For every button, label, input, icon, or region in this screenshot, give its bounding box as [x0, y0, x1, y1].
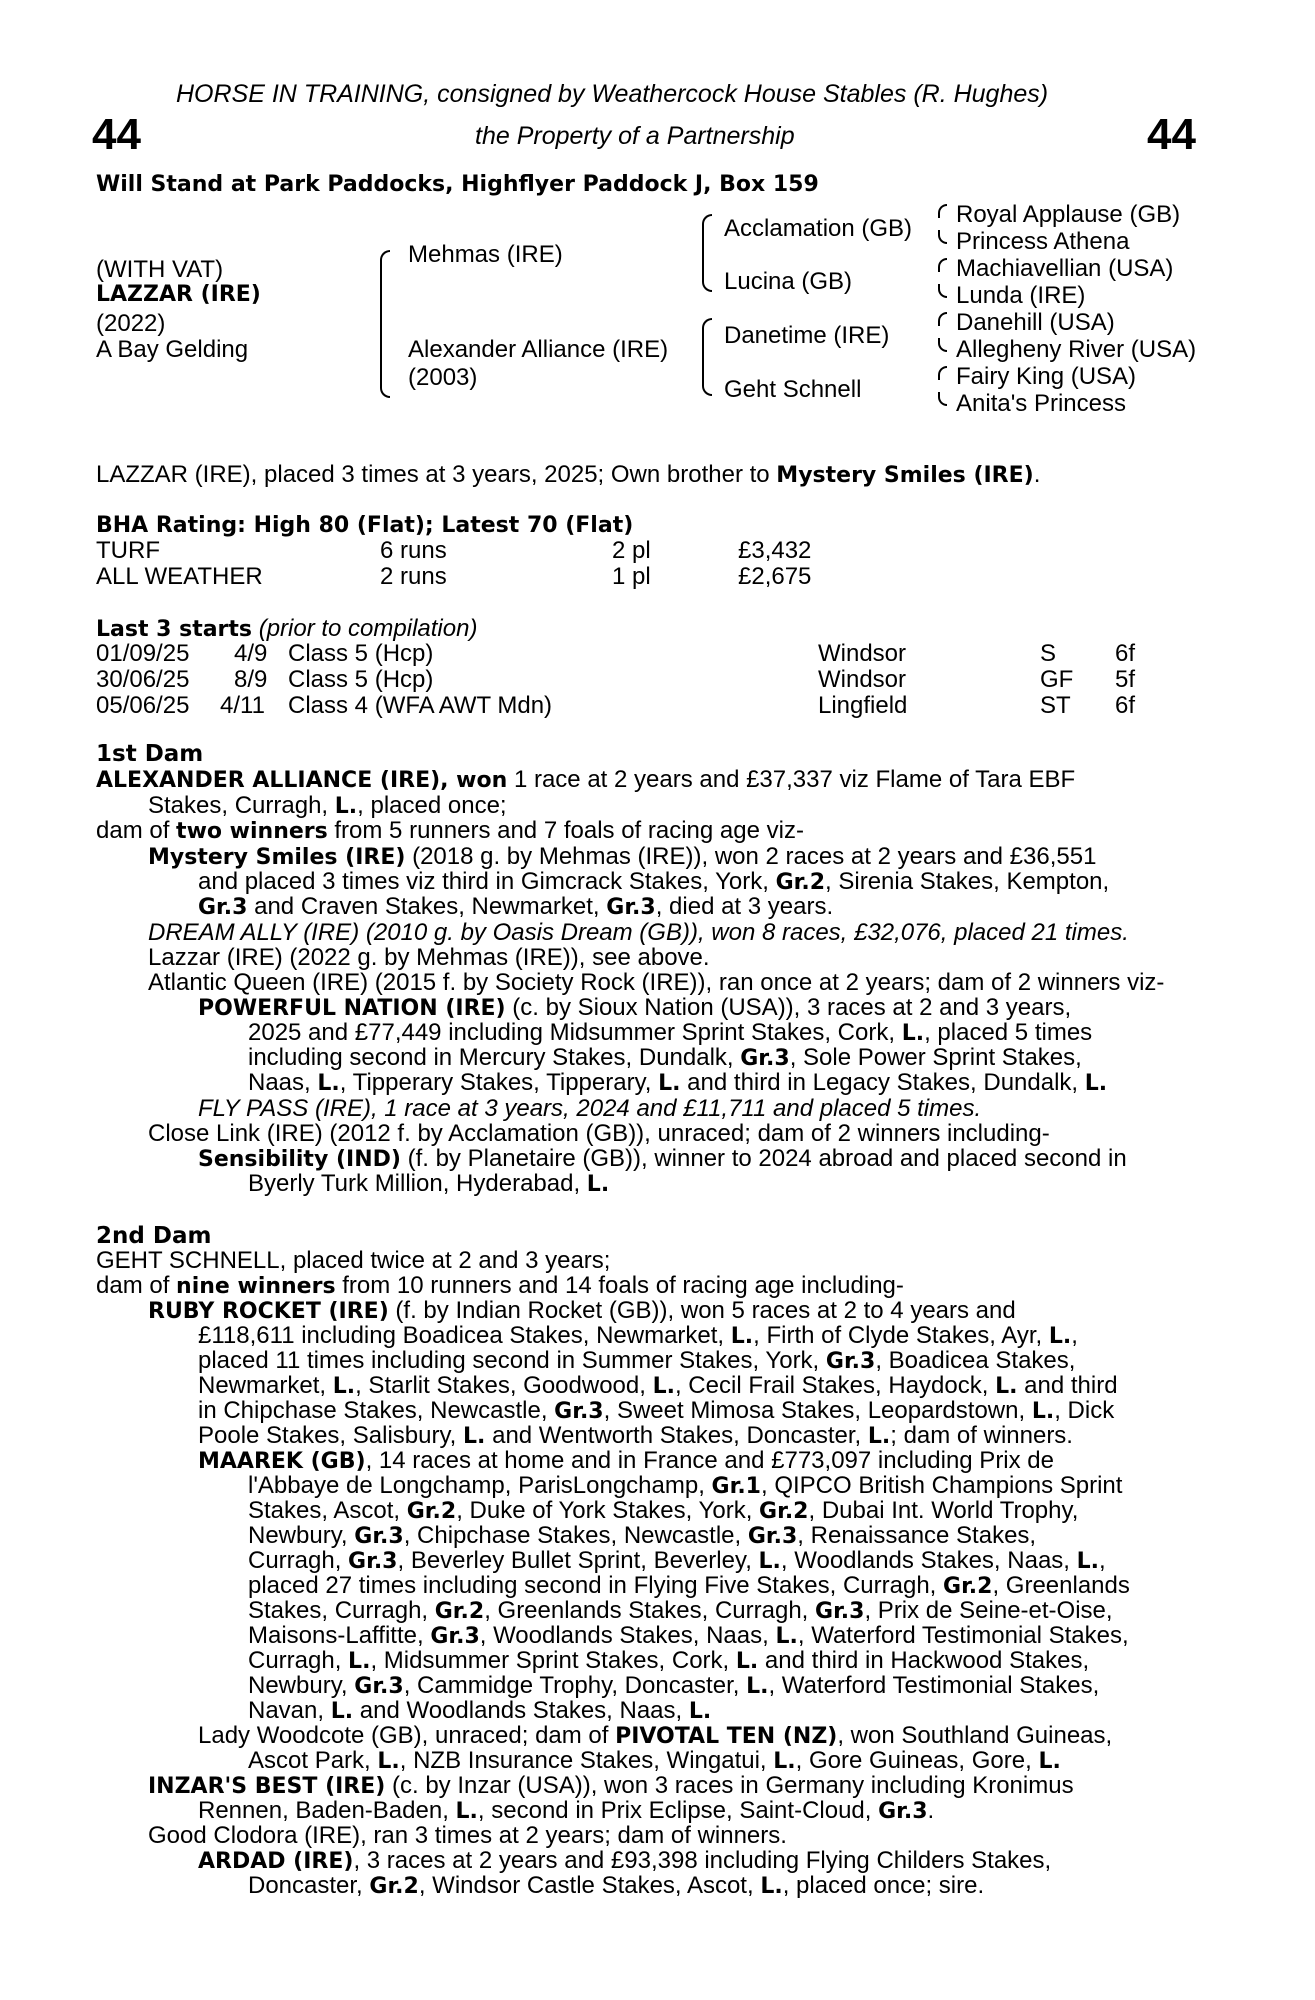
first-dam-heading: 1st Dam	[96, 741, 204, 767]
rating-runs: 2 runs	[380, 563, 447, 590]
rating-prize: £2,675	[738, 563, 812, 590]
progeny-line: RUBY ROCKET (IRE) (f. by Indian Rocket (GB)), won 5 races at 2 to 4 years and	[148, 1297, 1016, 1324]
first-dam-line: Stakes, Curragh, L., placed once;	[148, 792, 507, 819]
start-race: Class 5 (Hcp)	[288, 640, 434, 667]
progeny-line: ARDAD (IRE), 3 races at 2 years and £93,398 including Flying Childers Stakes,	[198, 1847, 1052, 1874]
progeny-line: FLY PASS (IRE), 1 race at 3 years, 2024 and £11,711 and placed 5 times.	[198, 1095, 982, 1122]
progeny-line: Naas, L., Tipperary Stakes, Tipperary, L. and third in Legacy Stakes, Dundalk, L.	[248, 1069, 1108, 1096]
pedigree-dss: Danehill (USA)	[956, 309, 1115, 336]
pedigree-dam: Alexander Alliance (IRE)	[408, 336, 669, 363]
progeny-line: Mystery Smiles (IRE) (2018 g. by Mehmas (IRE)), won 2 races at 2 years and £36,551	[148, 843, 1097, 870]
progeny-line: placed 11 times including second in Summer Stakes, York, Gr.3, Boadicea Stakes,	[198, 1347, 1076, 1374]
progeny-line: Stakes, Curragh, Gr.2, Greenlands Stakes, Curragh, Gr.3, Prix de Seine-et-Oise,	[248, 1597, 1113, 1624]
last-starts-note: (prior to compilation)	[258, 615, 478, 642]
start-race: Class 5 (Hcp)	[288, 666, 434, 693]
second-dam-line: GEHT SCHNELL, placed twice at 2 and 3 years;	[96, 1247, 611, 1274]
progeny-line: Maisons-Laffitte, Gr.3, Woodlands Stakes, Naas, L., Waterford Testimonial Stakes,	[248, 1622, 1129, 1649]
start-course: Lingfield	[818, 692, 908, 719]
pedigree-ssd: Princess Athena	[956, 228, 1130, 255]
rating-surface: ALL WEATHER	[96, 563, 263, 590]
progeny-line: 2025 and £77,449 including Midsummer Sprint Stakes, Cork, L., placed 5 times	[248, 1019, 1093, 1046]
bha-rating: BHA Rating: High 80 (Flat); Latest 70 (Flat)	[96, 513, 634, 538]
progeny-line: Lazzar (IRE) (2022 g. by Mehmas (IRE)), see above.	[148, 944, 710, 971]
start-course: Windsor	[818, 666, 907, 693]
rating-placed: 2 pl	[612, 537, 651, 564]
progeny-line: and placed 3 times viz third in Gimcrack Stakes, York, Gr.2, Sirenia Stakes, Kempton,	[198, 868, 1110, 895]
rating-prize: £3,432	[738, 537, 812, 564]
consignor-line: HORSE IN TRAINING, consigned by Weathercock House Stables (R. Hughes)	[176, 80, 1049, 108]
progeny-line: Lady Woodcote (GB), unraced; dam of PIVOTAL TEN (NZ), won Southland Guineas,	[198, 1722, 1113, 1749]
progeny-line: Newbury, Gr.3, Cammidge Trophy, Doncaster, L., Waterford Testimonial Stakes,	[248, 1672, 1100, 1699]
start-distance: 6f	[1115, 640, 1136, 667]
progeny-line: placed 27 times including second in Flying Five Stakes, Curragh, Gr.2, Greenlands	[248, 1572, 1130, 1599]
pedigree-sire-sire: Acclamation (GB)	[724, 215, 913, 242]
pedigree-sire: Mehmas (IRE)	[408, 241, 563, 268]
start-going: ST	[1040, 692, 1071, 719]
stand-location: Will Stand at Park Paddocks, Highflyer Paddock J, Box 159	[96, 172, 819, 197]
start-distance: 6f	[1115, 692, 1136, 719]
start-position: 4/9	[234, 640, 268, 667]
horse-name: LAZZAR (IRE)	[96, 282, 261, 307]
pedigree-dam-dam: Geht Schnell	[724, 376, 862, 403]
progeny-line: Curragh, L., Midsummer Sprint Stakes, Cork, L. and third in Hackwood Stakes,	[248, 1647, 1090, 1674]
progeny-line: POWERFUL NATION (IRE) (c. by Sioux Nation (USA)), 3 races at 2 and 3 years,	[198, 994, 1072, 1021]
rating-surface: TURF	[96, 537, 160, 564]
progeny-line: l'Abbaye de Longchamp, ParisLongchamp, Gr.1, QIPCO British Champions Sprint	[248, 1472, 1123, 1499]
summary-sibling: Mystery Smiles (IRE)	[776, 463, 1034, 488]
start-date: 05/06/25	[96, 692, 190, 719]
last-starts-title: Last 3 starts	[96, 617, 253, 642]
start-course: Windsor	[818, 640, 907, 667]
race-summary	[96, 461, 1040, 489]
start-going: GF	[1040, 666, 1074, 693]
pedigree-sdd: Lunda (IRE)	[956, 282, 1086, 309]
start-position: 4/11	[220, 692, 265, 719]
second-dam-line: dam of nine winners from 10 runners and 14 foals of racing age including-	[96, 1272, 904, 1299]
summary-end: .	[1033, 461, 1041, 488]
last-starts-heading	[96, 615, 477, 643]
second-dam-heading: 2nd Dam	[96, 1223, 212, 1249]
summary-text: LAZZAR (IRE), placed 3 times at 3 years, 2025; Own brother to	[96, 461, 777, 488]
start-going: S	[1040, 640, 1057, 667]
progeny-line: INZAR'S BEST (IRE) (c. by Inzar (USA)), won 3 races in Germany including Kronimus	[148, 1772, 1074, 1799]
progeny-line: Gr.3 and Craven Stakes, Newmarket, Gr.3, died at 3 years.	[198, 893, 834, 920]
horse-description: A Bay Gelding	[96, 336, 249, 363]
property-line: the Property of a Partnership	[475, 122, 795, 150]
vat-label: (WITH VAT)	[96, 256, 224, 283]
progeny-line: DREAM ALLY (IRE) (2010 g. by Oasis Dream (GB)), won 8 races, £32,076, placed 21 times.	[148, 919, 1129, 946]
first-dam-line: ALEXANDER ALLIANCE (IRE), won 1 race at 2 years and £37,337 viz Flame of Tara EBF	[96, 766, 1076, 793]
start-race: Class 4 (WFA AWT Mdn)	[288, 692, 553, 719]
pedigree-dds: Fairy King (USA)	[956, 363, 1137, 390]
progeny-line: Atlantic Queen (IRE) (2015 f. by Society Rock (IRE)), ran once at 2 years; dam of 2 winners viz-	[148, 969, 1165, 996]
pedigree-dam-sire: Danetime (IRE)	[724, 322, 890, 349]
progeny-line: Sensibility (IND) (f. by Planetaire (GB)), winner to 2024 abroad and placed second in	[198, 1145, 1127, 1172]
horse-year: (2022)	[96, 310, 166, 337]
rating-placed: 1 pl	[612, 563, 651, 590]
progeny-line: Ascot Park, L., NZB Insurance Stakes, Wingatui, L., Gore Guineas, Gore, L.	[248, 1747, 1061, 1774]
pedigree-dsd: Allegheny River (USA)	[956, 336, 1197, 363]
progeny-line: Curragh, Gr.3, Beverley Bullet Sprint, Beverley, L., Woodlands Stakes, Naas, L.,	[248, 1547, 1106, 1574]
first-dam-line: dam of two winners from 5 runners and 7 foals of racing age viz-	[96, 817, 804, 844]
lot-number-right: 44	[1147, 110, 1196, 159]
start-position: 8/9	[234, 666, 268, 693]
progeny-line: Navan, L. and Woodlands Stakes, Naas, L.	[248, 1697, 712, 1724]
start-distance: 5f	[1115, 666, 1136, 693]
progeny-line: Poole Stakes, Salisbury, L. and Wentworth Stakes, Doncaster, L.; dam of winners.	[198, 1422, 1073, 1449]
pedigree-dam-year: (2003)	[408, 364, 478, 391]
progeny-line: Good Clodora (IRE), ran 3 times at 2 years; dam of winners.	[148, 1822, 787, 1849]
progeny-line: Stakes, Ascot, Gr.2, Duke of York Stakes, York, Gr.2, Dubai Int. World Trophy,	[248, 1497, 1079, 1524]
pedigree-sss: Royal Applause (GB)	[956, 201, 1181, 228]
rating-runs: 6 runs	[380, 537, 447, 564]
pedigree-sds: Machiavellian (USA)	[956, 255, 1174, 282]
progeny-line: MAAREK (GB), 14 races at home and in France and £773,097 including Prix de	[198, 1447, 1055, 1474]
progeny-line: Close Link (IRE) (2012 f. by Acclamation (GB)), unraced; dam of 2 winners including-	[148, 1120, 1050, 1147]
progeny-line: Newmarket, L., Starlit Stakes, Goodwood, L., Cecil Frail Stakes, Haydock, L. and third	[198, 1372, 1118, 1399]
start-date: 01/09/25	[96, 640, 190, 667]
progeny-line: Newbury, Gr.3, Chipchase Stakes, Newcastle, Gr.3, Renaissance Stakes,	[248, 1522, 1037, 1549]
progeny-line: Rennen, Baden-Baden, L., second in Prix Eclipse, Saint-Cloud, Gr.3.	[198, 1797, 935, 1824]
progeny-line: £118,611 including Boadicea Stakes, Newmarket, L., Firth of Clyde Stakes, Ayr, L.,	[198, 1322, 1078, 1349]
progeny-line: Doncaster, Gr.2, Windsor Castle Stakes, Ascot, L., placed once; sire.	[248, 1872, 985, 1899]
pedigree-sire-dam: Lucina (GB)	[724, 268, 853, 295]
start-date: 30/06/25	[96, 666, 190, 693]
pedigree-ddd: Anita's Princess	[956, 390, 1126, 417]
progeny-line: Byerly Turk Million, Hyderabad, L.	[248, 1170, 610, 1197]
lot-number-left: 44	[92, 110, 141, 159]
progeny-line: in Chipchase Stakes, Newcastle, Gr.3, Sweet Mimosa Stakes, Leopardstown, L., Dick	[198, 1397, 1115, 1424]
progeny-line: including second in Mercury Stakes, Dundalk, Gr.3, Sole Power Sprint Stakes,	[248, 1044, 1082, 1071]
